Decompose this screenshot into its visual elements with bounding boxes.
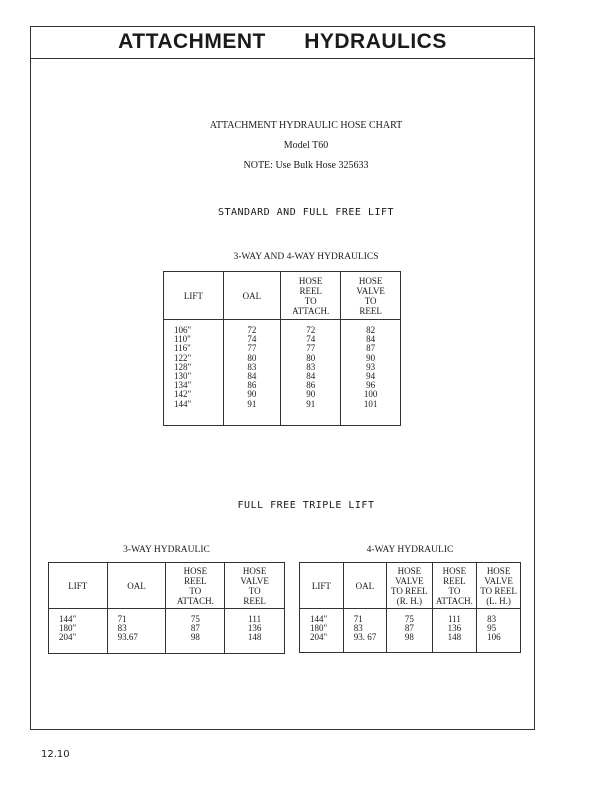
column-values: 106" 110" 116" 122" 128" 130" 134" 142" 144" <box>164 320 224 426</box>
column-header: LIFT <box>164 272 224 320</box>
note-text: NOTE: Use Bulk Hose 325633 <box>243 160 369 171</box>
section-heading-triple: FULL FREE TRIPLE LIFT <box>237 500 375 511</box>
column-header: HOSE VALVE TO REEL (R. H.) <box>387 563 433 609</box>
column-values: 75 87 98 <box>166 609 225 654</box>
page-header <box>31 27 534 59</box>
column-header: LIFT <box>300 563 344 609</box>
section-heading-standard: STANDARD AND FULL FREE LIFT <box>217 207 395 218</box>
column-header: OAL <box>107 563 166 609</box>
four-way-label: 4-WAY HYDRAULIC <box>366 545 454 555</box>
column-header: HOSE REEL TO ATTACH. <box>166 563 225 609</box>
column-values: 111 136 148 <box>432 609 476 653</box>
column-header: LIFT <box>49 563 108 609</box>
column-header: OAL <box>343 563 386 609</box>
column-values: 144" 180" 204" <box>49 609 108 654</box>
three-way-table <box>48 562 285 654</box>
column-header: HOSE VALVE TO REEL <box>341 272 401 320</box>
column-values: 82 84 87 90 93 94 96 100 101 <box>341 320 401 426</box>
column-values: 75 87 98 <box>387 609 433 653</box>
column-values: 72 74 77 80 83 84 86 90 91 <box>281 320 341 426</box>
model-label: Model T60 <box>283 140 329 151</box>
page-number: 12.10 <box>41 749 70 760</box>
column-values: 72 74 77 80 83 84 86 90 91 <box>223 320 280 426</box>
chart-title: ATTACHMENT HYDRAULIC HOSE CHART <box>209 120 403 131</box>
column-header: HOSE VALVE TO REEL (L. H.) <box>477 563 521 609</box>
column-values: 144" 180" 204" <box>300 609 344 653</box>
column-header: HOSE VALVE TO REEL <box>225 563 285 609</box>
column-header: HOSE REEL TO ATTACH. <box>432 563 476 609</box>
column-values: 71 83 93.67 <box>107 609 166 654</box>
column-values: 111 136 148 <box>225 609 285 654</box>
standard-lift-table <box>163 271 401 426</box>
section-subheading-3-4-way: 3-WAY AND 4-WAY HYDRAULICS <box>233 252 379 262</box>
column-values: 83 95 106 <box>477 609 521 653</box>
three-way-label: 3-WAY HYDRAULIC <box>123 545 210 555</box>
column-header: HOSE REEL TO ATTACH. <box>281 272 341 320</box>
header-title-left: ATTACHMENT <box>118 30 266 53</box>
header-title-right: HYDRAULICS <box>304 30 447 53</box>
four-way-table <box>299 562 521 653</box>
column-values: 71 83 93. 67 <box>343 609 386 653</box>
column-header: OAL <box>223 272 280 320</box>
